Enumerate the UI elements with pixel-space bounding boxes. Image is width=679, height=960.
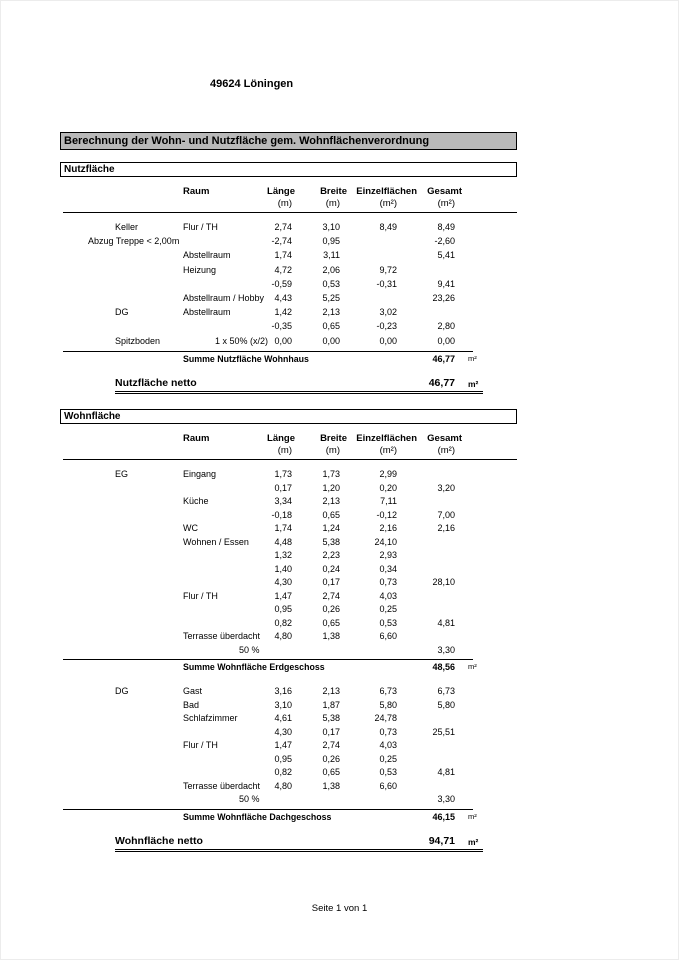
wohnflaeche-rows bbox=[63, 469, 517, 827]
cell-gesamt: 4,81 bbox=[437, 617, 455, 628]
col-header-gesamt: Gesamt bbox=[427, 186, 462, 197]
cell-breite: 0,53 bbox=[322, 278, 340, 289]
cell-einzel: 0,53 bbox=[379, 767, 397, 777]
cell-laenge: 0,95 bbox=[274, 604, 292, 614]
cell-einzel: 6,60 bbox=[379, 780, 397, 791]
cell-raum: Abstellraum bbox=[183, 250, 231, 261]
netto-value: 46,77 bbox=[428, 376, 455, 389]
col-header-empty bbox=[63, 433, 183, 445]
cell-raum: Küche bbox=[183, 496, 209, 506]
summe-row bbox=[63, 810, 517, 827]
cell-gesamt: 3,30 bbox=[437, 794, 455, 804]
cell-einzel: 0,25 bbox=[379, 753, 397, 764]
cell-breite: 1,87 bbox=[322, 699, 340, 710]
section-label-nutzflaeche: Nutzfläche bbox=[60, 162, 517, 177]
section-label-wohnflaeche: Wohnfläche bbox=[60, 409, 517, 424]
cell-laenge: 4,80 bbox=[274, 631, 292, 641]
table-row bbox=[63, 754, 517, 768]
cell-laenge: -0,18 bbox=[271, 509, 292, 520]
page-footer: Seite 1 von 1 bbox=[311, 903, 368, 914]
cell-breite: 1,38 bbox=[322, 780, 340, 791]
table-row bbox=[63, 279, 517, 293]
table-row bbox=[63, 510, 517, 524]
unit-breite: (m) bbox=[325, 198, 340, 209]
table-row bbox=[63, 321, 517, 335]
cell-laenge: 1,47 bbox=[274, 740, 292, 750]
netto-value: 94,71 bbox=[428, 834, 455, 847]
cell-einzel: 0,73 bbox=[379, 726, 397, 737]
table-row bbox=[63, 645, 517, 659]
table-row bbox=[63, 483, 517, 497]
summe-row bbox=[63, 660, 517, 677]
unit-empty bbox=[63, 198, 183, 210]
cell-breite: 5,38 bbox=[322, 713, 340, 723]
table-row bbox=[63, 591, 517, 605]
cell-gesamt: 25,51 bbox=[432, 726, 455, 737]
col-header-raum: Raum bbox=[183, 433, 210, 444]
table-row bbox=[63, 618, 517, 632]
header-divider bbox=[63, 212, 517, 213]
cell-breite: 2,13 bbox=[322, 686, 340, 696]
summe-value: 46,77 bbox=[432, 353, 455, 364]
cell-einzel: 7,11 bbox=[380, 496, 397, 506]
cell-gesamt: 5,80 bbox=[437, 699, 455, 710]
cell-einzel: 6,73 bbox=[379, 686, 397, 696]
unit-einzelflaechen: (m²) bbox=[379, 445, 397, 456]
table-row bbox=[63, 523, 517, 537]
table-row bbox=[63, 604, 517, 618]
cell-breite: 0,95 bbox=[322, 236, 340, 247]
unit-breite: (m) bbox=[325, 445, 340, 456]
table-row bbox=[63, 496, 517, 510]
summe-value: 46,15 bbox=[432, 811, 455, 822]
cell-breite: 5,38 bbox=[322, 536, 340, 547]
cell-laenge: 1,74 bbox=[274, 250, 292, 261]
cell-einzel: 5,80 bbox=[379, 699, 397, 710]
unit-laenge: (m) bbox=[277, 445, 292, 456]
table-row bbox=[63, 236, 517, 250]
cell-c1: Keller bbox=[115, 222, 139, 232]
cell-gesamt: 8,49 bbox=[437, 222, 455, 232]
block-gap bbox=[63, 677, 517, 686]
summe-value: 48,56 bbox=[432, 662, 455, 672]
table-row bbox=[63, 469, 517, 483]
cell-breite: 1,38 bbox=[322, 631, 340, 641]
cell-einzel: 0,73 bbox=[379, 577, 397, 587]
cell-gesamt: -2,60 bbox=[434, 236, 455, 247]
summe-label: Summe Wohnfläche Dachgeschoss bbox=[183, 811, 332, 822]
cell-gesamt: 3,20 bbox=[437, 482, 455, 493]
summe-unit: m² bbox=[468, 353, 477, 363]
wohnflaeche-table bbox=[63, 433, 517, 852]
cell-breite: 3,11 bbox=[323, 250, 340, 261]
cell-laenge: -2,74 bbox=[271, 236, 292, 247]
cell-breite: 2,74 bbox=[322, 590, 340, 601]
cell-breite: 5,25 bbox=[322, 292, 340, 303]
cell-laenge: 3,34 bbox=[274, 496, 292, 506]
cell-c1: DG bbox=[115, 307, 129, 318]
document-title: Berechnung der Wohn- und Nutzfläche gem. Wohnflächenverordnung bbox=[60, 132, 517, 150]
cell-raum: Gast bbox=[183, 686, 203, 696]
cell-einzel: 4,03 bbox=[379, 590, 397, 601]
cell-breite: 2,23 bbox=[322, 550, 340, 560]
table-header-units-row bbox=[63, 198, 517, 210]
table-row bbox=[63, 740, 517, 754]
table-row bbox=[63, 767, 517, 781]
cell-gesamt: 0,00 bbox=[437, 335, 455, 346]
cell-gesamt: 28,10 bbox=[432, 577, 455, 587]
cell-laenge: 1,74 bbox=[274, 523, 292, 533]
cell-gesamt: 3,30 bbox=[437, 644, 455, 655]
cell-einzel: 2,93 bbox=[379, 550, 397, 560]
cell-einzel: 2,99 bbox=[379, 469, 397, 479]
cell-breite: 1,73 bbox=[322, 469, 340, 479]
cell-raum: Terrasse überdacht bbox=[183, 780, 261, 791]
cell-laenge: 4,30 bbox=[274, 577, 292, 587]
table-row bbox=[63, 781, 517, 795]
table-row bbox=[63, 336, 517, 350]
cell-laenge: 4,72 bbox=[274, 264, 292, 275]
cell-breite: 0,65 bbox=[322, 767, 340, 777]
cell-breite: 2,13 bbox=[322, 307, 340, 318]
cell-einzel: 0,34 bbox=[379, 563, 397, 574]
cell-einzel: 6,60 bbox=[379, 631, 397, 641]
unit-empty bbox=[183, 198, 243, 210]
cell-raum: WC bbox=[183, 523, 198, 533]
cell-raum: Bad bbox=[183, 699, 200, 710]
table-row bbox=[63, 631, 517, 645]
cell-laenge: 0,00 bbox=[274, 335, 292, 346]
cell-einzel: -0,12 bbox=[376, 509, 397, 520]
cell-laenge: 4,48 bbox=[274, 536, 292, 547]
table-row bbox=[63, 713, 517, 727]
cell-breite: 0,26 bbox=[322, 604, 340, 614]
col-header-einzelflaechen: Einzelflächen bbox=[356, 186, 417, 197]
table-row bbox=[63, 307, 517, 321]
cell-laenge: 0,95 bbox=[274, 753, 292, 764]
cell-laenge: 1,47 bbox=[274, 590, 292, 601]
cell-laenge: 4,61 bbox=[274, 713, 292, 723]
unit-einzelflaechen: (m²) bbox=[379, 198, 397, 209]
cell-gesamt: 23,26 bbox=[432, 292, 455, 303]
cell-laenge: 3,16 bbox=[274, 686, 292, 696]
cell-einzel: 2,16 bbox=[379, 523, 397, 533]
cell-gesamt: 2,80 bbox=[437, 321, 455, 332]
cell-gesamt: 7,00 bbox=[437, 509, 455, 520]
netto-unit: m² bbox=[468, 378, 479, 389]
col-header-unit bbox=[455, 186, 517, 198]
table-row bbox=[63, 265, 517, 279]
summe-unit: m² bbox=[468, 662, 477, 671]
cell-einzel: 0,20 bbox=[379, 482, 397, 493]
cell-raum: Wohnen / Essen bbox=[183, 536, 249, 547]
col-header-gesamt: Gesamt bbox=[427, 433, 462, 444]
summe-label: Summe Wohnfläche Erdgeschoss bbox=[183, 662, 325, 672]
cell-einzel: 3,02 bbox=[379, 307, 397, 318]
cell-breite: 0,17 bbox=[322, 726, 340, 737]
cell-breite: 0,65 bbox=[322, 509, 340, 520]
cell-einzel: 4,03 bbox=[379, 740, 397, 750]
cell-laenge: 1,73 bbox=[274, 469, 292, 479]
cell-breite: 2,06 bbox=[322, 264, 340, 275]
cell-einzel: 0,53 bbox=[379, 617, 397, 628]
cell-breite: 0,00 bbox=[322, 335, 340, 346]
nutzflaeche-rows bbox=[63, 222, 517, 369]
unit-empty bbox=[455, 445, 517, 457]
cell-laenge: -0,59 bbox=[271, 278, 292, 289]
nutzflaeche-netto-row bbox=[115, 377, 483, 394]
table-row bbox=[63, 293, 517, 307]
cell-raum: Schlafzimmer bbox=[183, 713, 238, 723]
cell-breite: 2,13 bbox=[322, 496, 340, 506]
cell-raum: Abstellraum / Hobby bbox=[183, 292, 265, 303]
table-row bbox=[63, 564, 517, 578]
col-header-breite: Breite bbox=[320, 186, 347, 197]
cell-laenge: 1,42 bbox=[274, 307, 292, 318]
col-header-laenge: Länge bbox=[267, 433, 295, 444]
cell-raum: Flur / TH bbox=[183, 740, 218, 750]
cell-raum: Flur / TH bbox=[183, 222, 218, 232]
table-row bbox=[63, 686, 517, 700]
summe-row bbox=[63, 352, 517, 369]
cell-raum: 50 % bbox=[239, 794, 260, 804]
table-row bbox=[63, 794, 517, 808]
unit-empty bbox=[63, 445, 183, 457]
header-divider bbox=[63, 459, 517, 460]
cell-raum: Eingang bbox=[183, 469, 217, 479]
cell-gesamt: 9,41 bbox=[437, 278, 455, 289]
cell-breite: 0,26 bbox=[322, 753, 340, 764]
cell-gesamt: 4,81 bbox=[437, 767, 455, 777]
col-header-laenge: Länge bbox=[267, 186, 295, 197]
cell-laenge: 3,10 bbox=[274, 699, 292, 710]
netto-unit: m² bbox=[468, 836, 479, 847]
cell-einzel: 9,72 bbox=[379, 264, 397, 275]
unit-gesamt: (m²) bbox=[437, 445, 455, 456]
cell-raum: Heizung bbox=[183, 264, 217, 275]
cell-einzel: 8,49 bbox=[379, 222, 397, 232]
cell-einzel: -0,23 bbox=[376, 321, 397, 332]
cell-c1: DG bbox=[115, 686, 129, 696]
cell-c1: EG bbox=[115, 469, 129, 479]
cell-laenge: 0,17 bbox=[274, 482, 292, 493]
table-row bbox=[63, 250, 517, 264]
cell-raum: Flur / TH bbox=[183, 590, 218, 601]
netto-label: Nutzfläche netto bbox=[115, 376, 197, 389]
col-header-raum: Raum bbox=[183, 186, 210, 197]
table-header-units-row bbox=[63, 445, 517, 457]
address-line: 49624 Löningen bbox=[210, 78, 294, 90]
unit-gesamt: (m²) bbox=[437, 198, 455, 209]
table-row bbox=[63, 577, 517, 591]
col-header-einzelflaechen: Einzelflächen bbox=[356, 433, 417, 444]
cell-breite: 3,10 bbox=[322, 222, 340, 232]
unit-empty bbox=[183, 445, 243, 457]
cell-laenge: 2,74 bbox=[274, 222, 292, 232]
table-row bbox=[63, 222, 517, 236]
cell-breite: 0,17 bbox=[322, 577, 340, 587]
summe-label: Summe Nutzfläche Wohnhaus bbox=[183, 353, 309, 364]
table-header-row bbox=[63, 186, 517, 198]
cell-breite: 0,24 bbox=[322, 563, 340, 574]
cell-c1: Abzug Treppe < 2,00m bbox=[88, 236, 180, 247]
cell-laenge: 1,40 bbox=[274, 563, 292, 574]
cell-gesamt: 6,73 bbox=[437, 686, 455, 696]
cell-breite: 2,74 bbox=[322, 740, 340, 750]
cell-raum: 1 x 50% (x/2) bbox=[215, 335, 269, 346]
cell-laenge: -0,35 bbox=[271, 321, 292, 332]
col-header-unit bbox=[455, 433, 517, 445]
cell-raum: 50 % bbox=[239, 644, 260, 655]
wohnflaeche-netto-row bbox=[115, 835, 483, 852]
cell-breite: 1,24 bbox=[322, 523, 340, 533]
col-header-breite: Breite bbox=[320, 433, 347, 444]
cell-laenge: 4,80 bbox=[274, 780, 292, 791]
unit-empty bbox=[455, 198, 517, 210]
cell-breite: 1,20 bbox=[322, 482, 340, 493]
cell-c1: Spitzboden bbox=[115, 335, 161, 346]
unit-laenge: (m) bbox=[277, 198, 292, 209]
cell-einzel: 0,00 bbox=[379, 335, 397, 346]
cell-laenge: 1,32 bbox=[274, 550, 292, 560]
cell-laenge: 0,82 bbox=[274, 767, 292, 777]
cell-raum: Abstellraum bbox=[183, 307, 231, 318]
cell-laenge: 4,30 bbox=[274, 726, 292, 737]
cell-laenge: 0,82 bbox=[274, 617, 292, 628]
cell-einzel: 0,25 bbox=[379, 604, 397, 614]
table-row bbox=[63, 550, 517, 564]
cell-einzel: -0,31 bbox=[376, 278, 397, 289]
col-header-empty bbox=[63, 186, 183, 198]
cell-einzel: 24,10 bbox=[374, 536, 397, 547]
cell-raum: Terrasse überdacht bbox=[183, 631, 261, 641]
cell-breite: 0,65 bbox=[322, 617, 340, 628]
cell-breite: 0,65 bbox=[322, 321, 340, 332]
table-row bbox=[63, 727, 517, 741]
table-header-row bbox=[63, 433, 517, 445]
table-row bbox=[63, 700, 517, 714]
cell-einzel: 24,78 bbox=[374, 713, 397, 723]
cell-gesamt: 5,41 bbox=[437, 250, 455, 261]
netto-label: Wohnfläche netto bbox=[115, 834, 203, 847]
summe-unit: m² bbox=[468, 811, 477, 821]
nutzflaeche-table bbox=[63, 186, 517, 394]
cell-gesamt: 2,16 bbox=[437, 523, 455, 533]
cell-laenge: 4,43 bbox=[274, 292, 292, 303]
table-row bbox=[63, 537, 517, 551]
